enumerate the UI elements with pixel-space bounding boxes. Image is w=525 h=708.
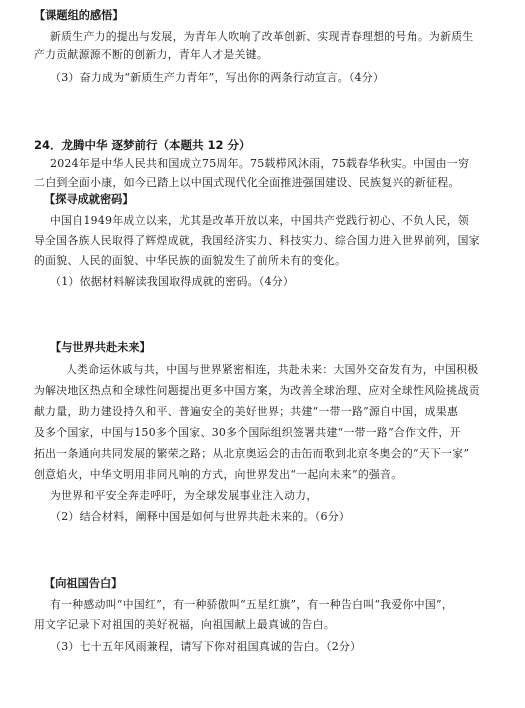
shared-future-material-line-3: 献力量，助力建设持久和平、普遍安全的美好世界；共建“一带一路”源自中国，成果惠	[34, 405, 459, 418]
reflection-paragraph-line-1: 新质生产力的提出与发展，为青年人吹响了改革创新、实现青春理想的号角。为新质生	[50, 30, 474, 43]
shared-future-material-line-4: 及多个国家，中国与150多个国家、30多个国际组织签署共建“一带一路”合作文件，开	[34, 426, 461, 439]
shared-future-material-line-6: 创意焰火，中华文明用非同凡响的方式，向世界发出“一起向未来”的强音。	[34, 468, 403, 481]
achievement-material-line-3: 的面貌、人民的面貌、中华民族的面貌发生了前所未有的变化。	[34, 254, 347, 267]
section-header-confession: 【向祖国告白】	[44, 577, 123, 590]
question-3-prompt: （3）奋力成为“新质生产力青年”，写出你的两条行动宣言。（4分）	[50, 71, 385, 84]
section-header-shared-future: 【与世界共赴未来】	[50, 341, 151, 354]
confession-material-line-2: 用文字记录下对祖国的美好祝福，向祖国献上最真诚的告白。	[34, 618, 335, 631]
shared-future-material-line-2: 为解决地区热点和全球性问题提出更多中国方案，为改善全球治理、应对全球性风险挑战贡	[34, 384, 480, 397]
achievement-material-line-2: 导全国各族人民取得了辉煌成就，我国经济实力、科技实力、综合国力进入世界前列，国家	[34, 234, 480, 247]
section-header-achievement-code: 【探寻成就密码】	[44, 193, 134, 206]
section-header-reflection: 【课题组的感悟】	[34, 9, 124, 22]
reflection-paragraph-line-2: 产力贡献源源不断的创新力，青年人才是关键。	[34, 48, 269, 61]
shared-future-material-line-5: 拓出一条通向共同发展的繁荣之路；从北京奥运会的击缶而歌到北京冬奥会的“天下一家”	[34, 447, 470, 460]
shared-future-material-line-7: 为世界和平安全奔走呼吁，为全球发展事业注入动力，	[50, 489, 318, 502]
question-24-intro-line-1: 2024年是中华人民共和国成立75周年。75载栉风沐雨，75载春华秋实。中国由一穷	[50, 157, 470, 170]
question-24-2-prompt: （2）结合材料，阐释中国是如何与世界共赴未来的。（6分）	[50, 510, 351, 523]
question-24-intro-line-2: 二白到全面小康，如今已踏上以中国式现代化全面推进强国建设、民族复兴的新征程。	[34, 176, 460, 189]
question-24-1-prompt: （1）依据材料解读我国取得成就的密码。（4分）	[50, 275, 295, 288]
confession-material-line-1: 有一种感动叫“中国红”，有一种骄傲叫“五星红旗”，有一种告白叫“我爱你中国”，	[50, 598, 454, 611]
question-24-title: 24．龙腾中华 逐梦前行（本题共 12 分）	[34, 138, 251, 152]
question-24-3-prompt: （3）七十五年风雨兼程，请写下你对祖国真诚的告白。（2分）	[50, 640, 362, 653]
achievement-material-line-1: 中国自1949年成立以来，尤其是改革开放以来，中国共产党践行初心、不负人民，领	[50, 214, 470, 227]
shared-future-material-line-1: 人类命运休戚与共，中国与世界紧密相连，共赴未来：大国外交奋发有为，中国积极	[66, 363, 479, 376]
